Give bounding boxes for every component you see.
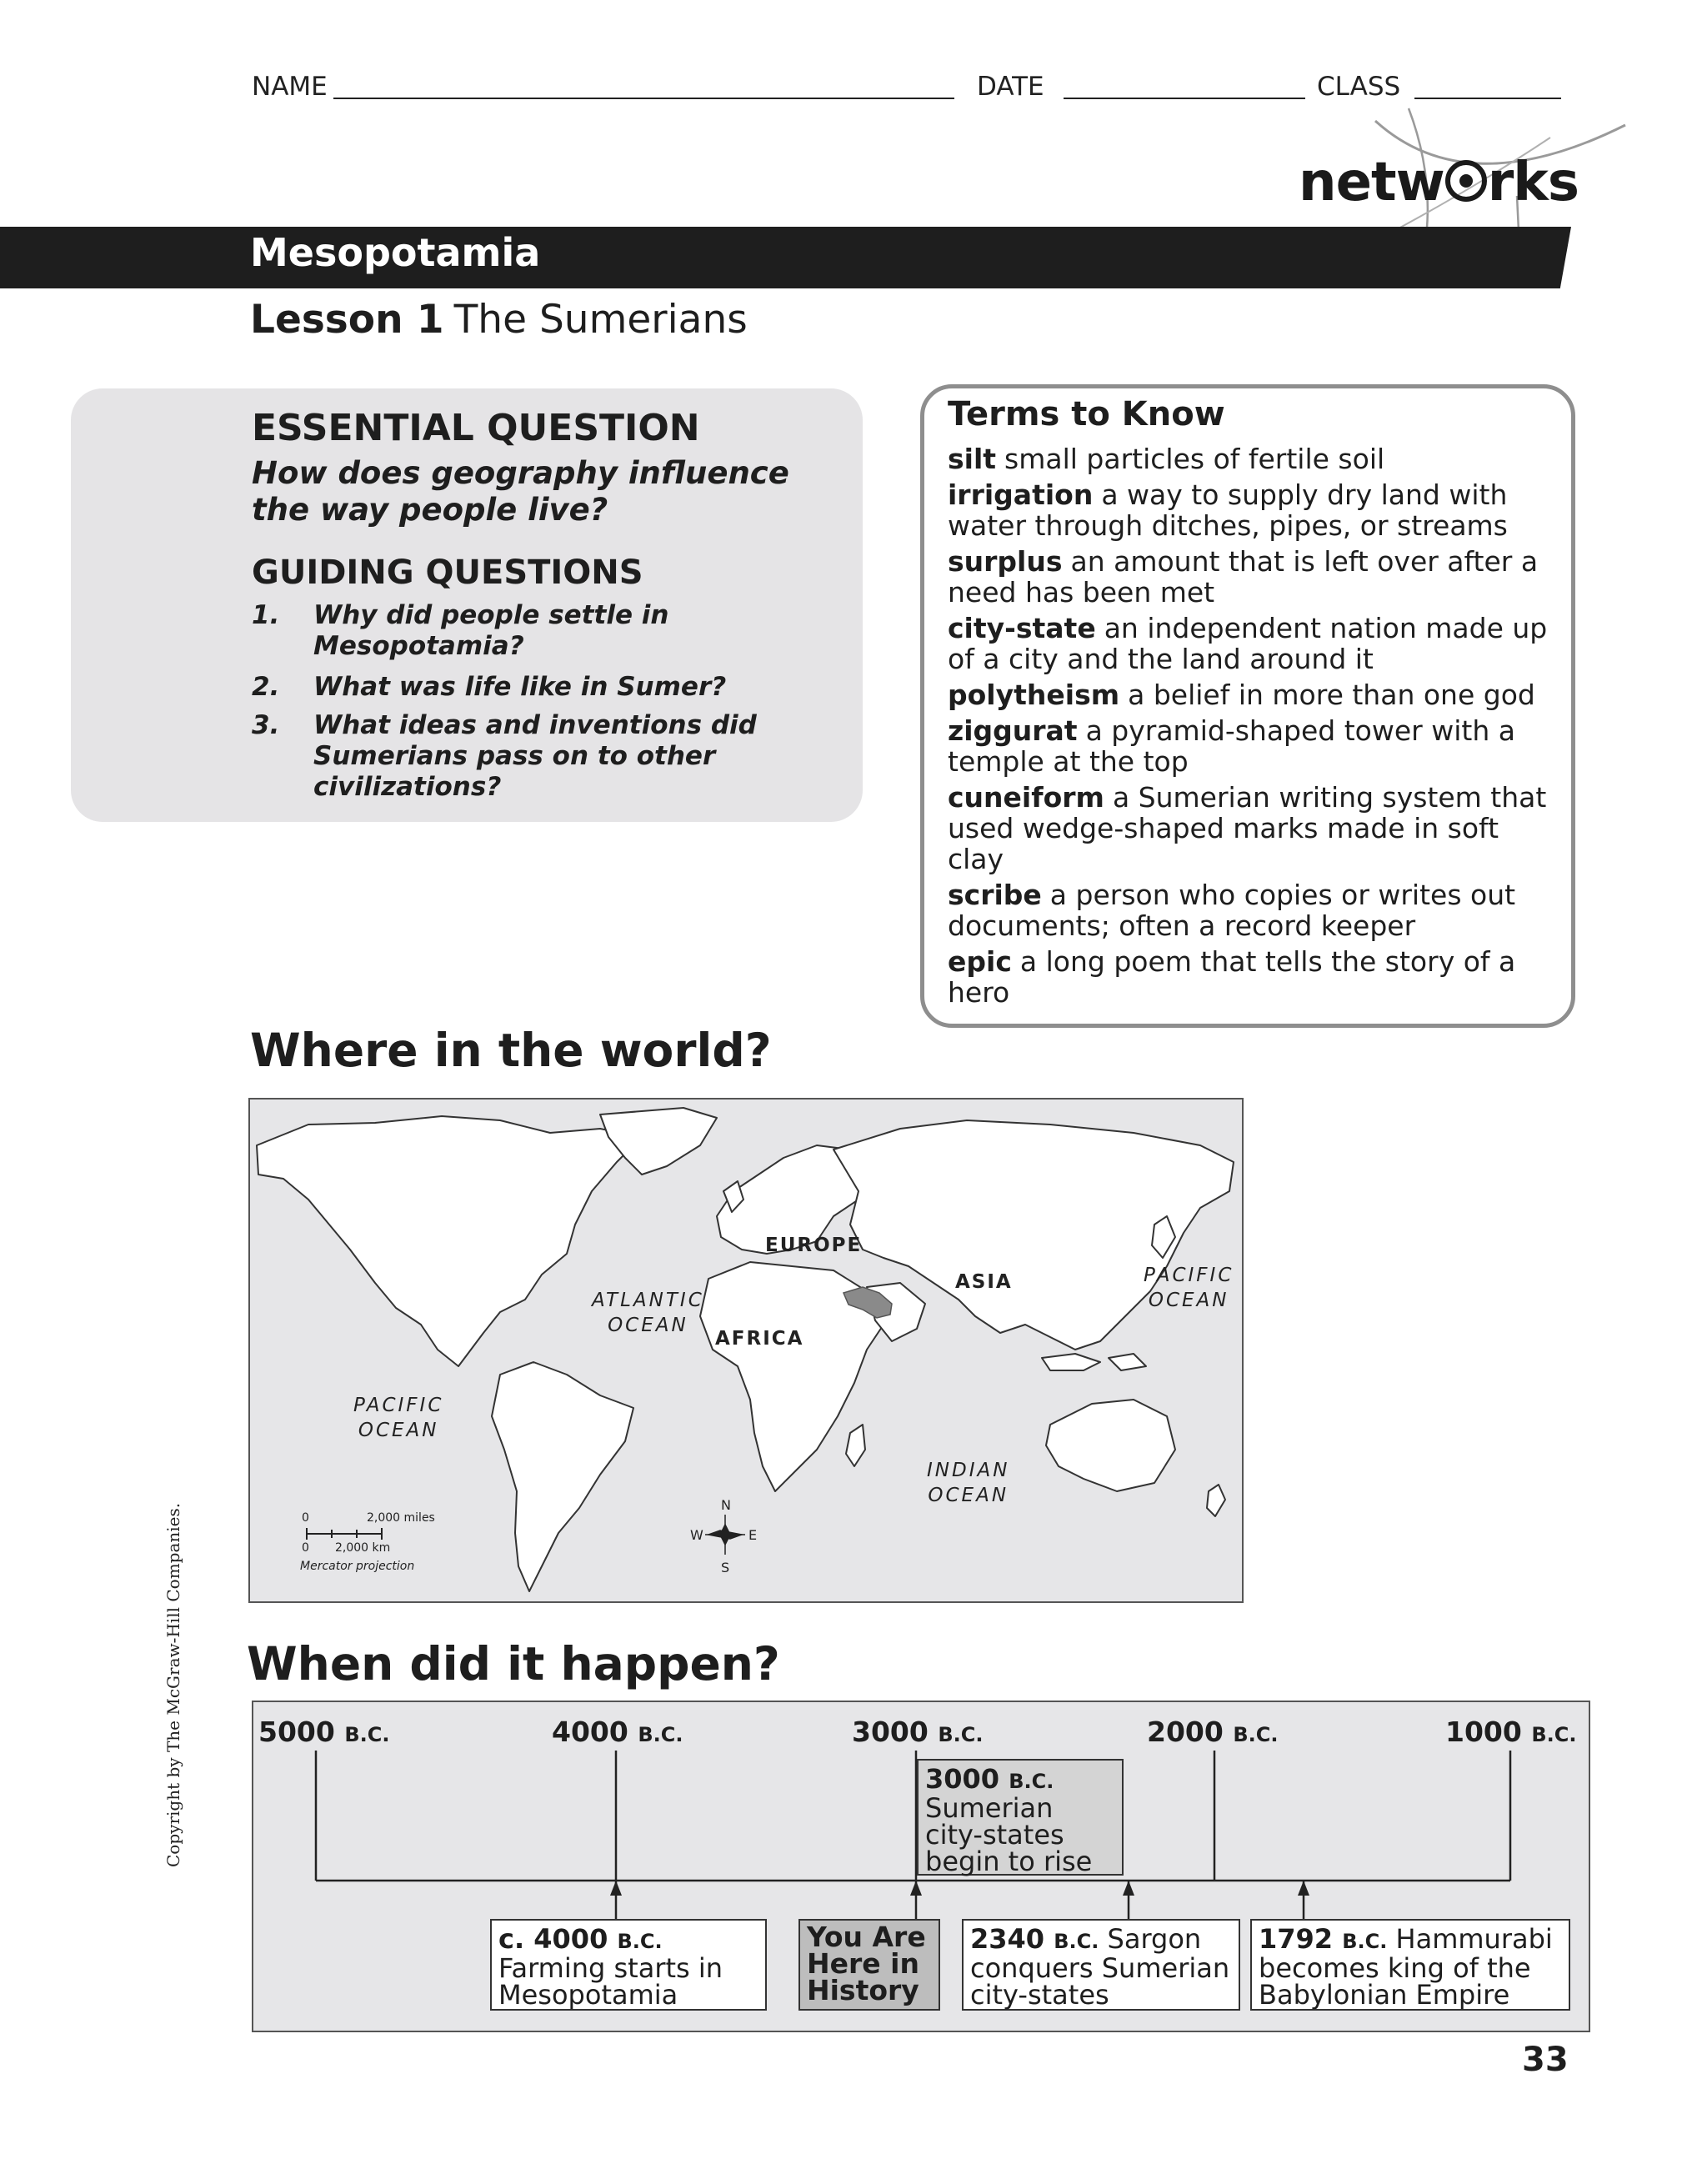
label-europe: EUROPE xyxy=(765,1235,863,1256)
chapter-title: Mesopotamia xyxy=(250,230,541,275)
timeline-year: 1000 B.C. xyxy=(1445,1716,1577,1748)
label-asia: ASIA xyxy=(955,1271,1013,1293)
terms-list xyxy=(948,443,1556,1013)
guiding-question: 1. Why did people settle in Mesopotamia? xyxy=(252,600,669,661)
guiding-question: 3. What ideas and inventions did Sumerians pass on to other civilizations? xyxy=(252,710,757,802)
world-map xyxy=(248,1098,1244,1603)
scale-km: 2,000 km xyxy=(335,1541,391,1555)
timeline-year: 2000 B.C. xyxy=(1147,1716,1279,1748)
date-field[interactable] xyxy=(1064,98,1305,99)
event-hammurabi: 1792 B.C. Hammurabi becomes king of the Babylonian Empire xyxy=(1250,1919,1570,2011)
compass-w: W xyxy=(690,1527,703,1543)
class-label: CLASS xyxy=(1317,72,1401,102)
term-ziggurat: ziggurat a pyramid-shaped tower with a temple at the top xyxy=(948,714,1515,778)
label-pacific-ocean-east: PACIFIC OCEAN xyxy=(1144,1265,1234,1311)
terms-title: Terms to Know xyxy=(948,395,1225,433)
compass-n: N xyxy=(721,1497,731,1513)
compass-s: S xyxy=(721,1560,730,1575)
term-polytheism: polytheism a belief in more than one god xyxy=(948,679,1535,711)
arrow-up-icon xyxy=(1123,1881,1134,1896)
scale-zero-km: 0 xyxy=(302,1541,309,1555)
label-indian-ocean: INDIAN OCEAN xyxy=(927,1460,1010,1506)
lesson-heading xyxy=(250,297,748,343)
networks-logo: netw rks xyxy=(1299,152,1579,213)
scale-bar xyxy=(307,1528,382,1540)
guiding-question: 2. What was life like in Sumer? xyxy=(252,672,727,702)
where-heading: Where in the world? xyxy=(250,1024,772,1077)
term-cuneiform: cuneiform a Sumerian writing system that used wedge-shaped marks made in soft clay xyxy=(948,781,1547,875)
label-pacific-ocean-west: PACIFIC OCEAN xyxy=(353,1395,444,1441)
essential-question-title: ESSENTIAL QUESTION xyxy=(252,407,700,449)
arrow-up-icon xyxy=(1298,1881,1309,1896)
scale-zero-miles: 0 xyxy=(302,1511,309,1525)
name-label: NAME xyxy=(252,72,328,102)
scale-miles: 2,000 miles xyxy=(367,1511,435,1525)
term-irrigation: irrigation a way to supply dry land with water through ditches, pipes, or streams xyxy=(948,478,1508,542)
map-projection: Mercator projection xyxy=(300,1560,415,1573)
term-scribe: scribe a person who copies or writes out documents; often a record keeper xyxy=(948,879,1516,942)
lesson-number: Lesson 1 xyxy=(250,297,444,343)
name-field[interactable] xyxy=(333,98,954,99)
timeline-year: 4000 B.C. xyxy=(552,1716,683,1748)
compass-rose-icon xyxy=(705,1515,745,1555)
arrow-up-icon xyxy=(610,1881,622,1896)
label-atlantic-ocean: ATLANTIC OCEAN xyxy=(592,1290,704,1336)
term-epic: epic a long poem that tells the story of a hero xyxy=(948,945,1516,1009)
term-silt: silt small particles of fertile soil xyxy=(948,443,1385,475)
term-surplus: surplus an amount that is left over after a need has been met xyxy=(948,545,1539,609)
chapter-banner xyxy=(0,227,1571,288)
timeline-year: 5000 B.C. xyxy=(258,1716,390,1748)
event-city-states: 3000 B.C. Sumerian city-states begin to rise xyxy=(917,1759,1124,1876)
timeline-year: 3000 B.C. xyxy=(852,1716,984,1748)
you-are-here-badge: You Are Here in History xyxy=(798,1919,940,2011)
guiding-questions-title: GUIDING QUESTIONS xyxy=(252,554,643,592)
event-farming: c. 4000 B.C. Farming starts in Mesopotamia xyxy=(490,1919,767,2011)
copyright-notice: Copyright by The McGraw-Hill Companies. xyxy=(163,1502,183,1867)
page-number: 33 xyxy=(1522,2041,1569,2079)
essential-question-text: How does geography influence the way people live? xyxy=(252,455,789,528)
event-sargon: 2340 B.C. Sargon conquers Sumerian city-states xyxy=(962,1919,1240,2011)
globe-icon xyxy=(1445,160,1487,202)
date-label: DATE xyxy=(977,72,1044,102)
lesson-title: The Sumerians xyxy=(453,297,748,343)
term-city-state: city-state an independent nation made up of a city and the land around it xyxy=(948,612,1548,675)
compass-e: E xyxy=(748,1527,758,1543)
class-field[interactable] xyxy=(1414,98,1561,99)
when-heading: When did it happen? xyxy=(247,1637,780,1691)
arrow-up-icon xyxy=(910,1881,922,1896)
label-africa: AFRICA xyxy=(715,1328,804,1350)
